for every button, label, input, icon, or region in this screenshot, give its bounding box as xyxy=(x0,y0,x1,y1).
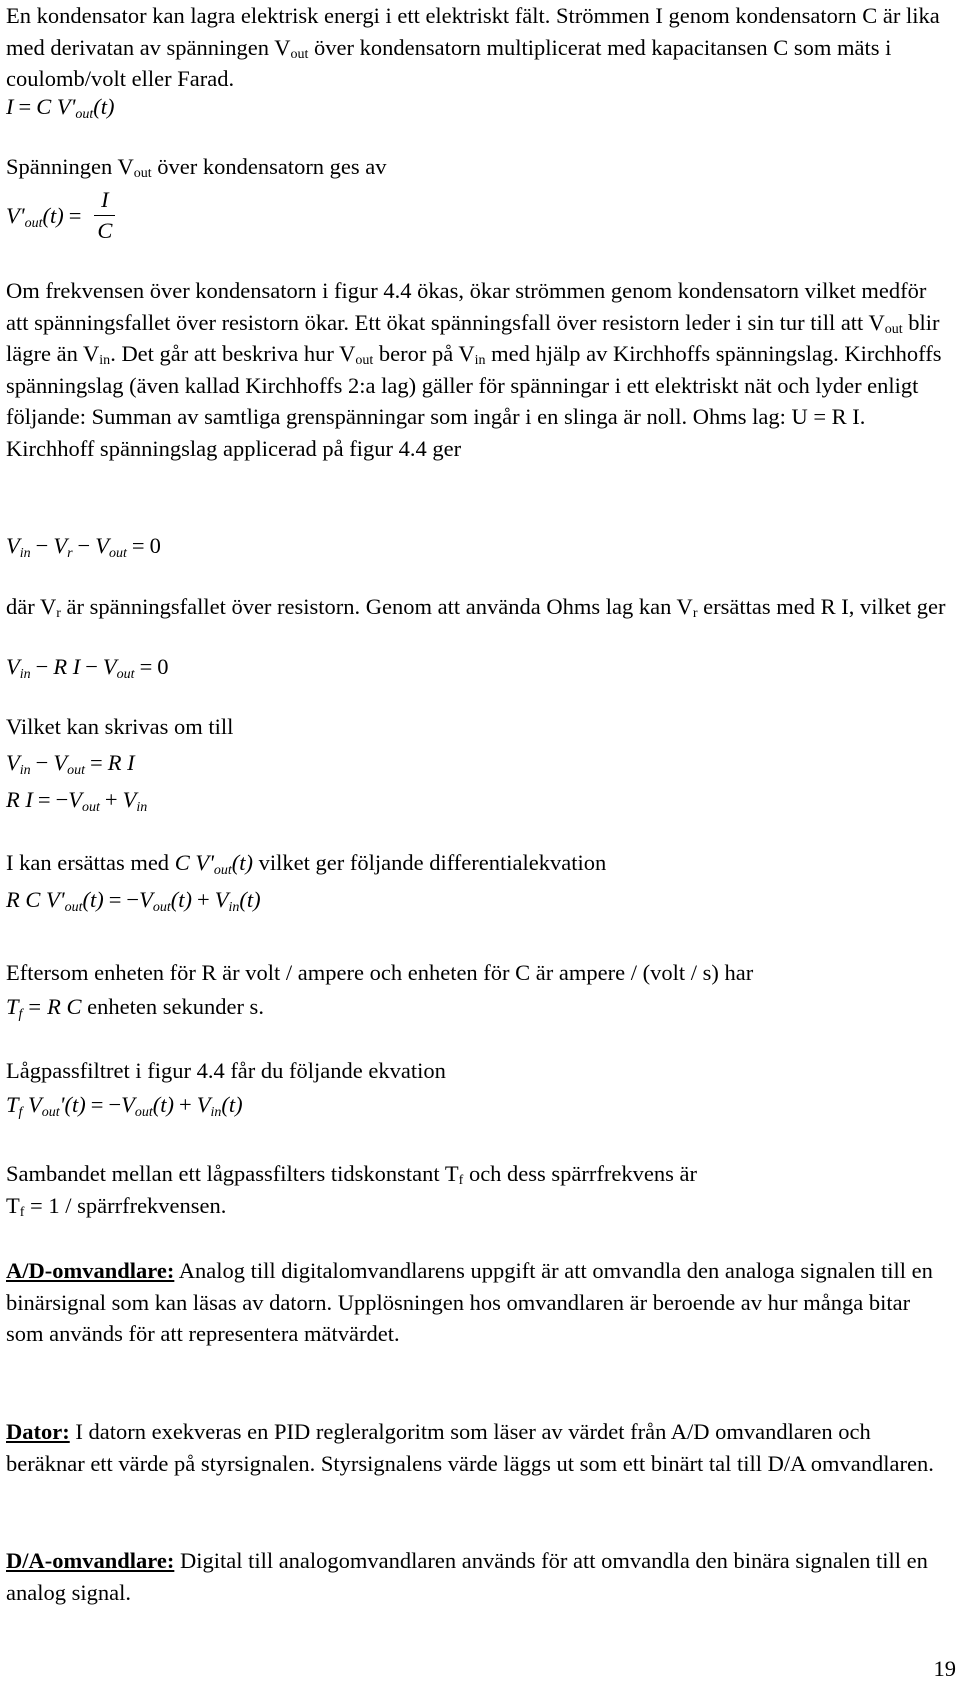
da-term: D/A-omvandlare: xyxy=(6,1548,175,1573)
equation-rewrite-2: R I = −Vout + Vin xyxy=(6,787,148,815)
equation-vout-derivative: V'out(t) = $\frac{I}{C}$ xyxy=(6,185,115,246)
equation-rewrite-1: Vin − Vout = R I xyxy=(6,750,135,778)
page-number: 19 xyxy=(933,1656,956,1681)
replace-line: I kan ersättas med C V'out(t) vilket ger följande differentialekvation xyxy=(6,850,607,878)
units-line-1: Eftersom enheten för R är volt / ampere och enheten för C är ampere / (volt / s) har xyxy=(6,960,754,985)
intro-text-2: över kondensatorn multiplicerat med kapacitansen C som mäts i coulomb/volt eller Farad. xyxy=(6,34,892,91)
subscript: out xyxy=(290,46,309,62)
time-constant-paragraph: Sambandet mellan ett lågpassfilters tidskonstant $T_f$ och dess spärrfrekvens är $T_f = 1$ / spärrfrekvensen. xyxy=(6,1161,697,1220)
equation-kirchhoff: Vin − Vr − Vout = 0 xyxy=(6,533,161,561)
vout-intro-line: Spänningen $V_{out}$ över kondensatorn ges av xyxy=(6,154,387,181)
ad-term: A/D-omvandlare: xyxy=(6,1258,175,1283)
equation-ohm-substituted: Vin − R I − Vout = 0 xyxy=(6,654,169,682)
units-line-2: Tf = R C enheten sekunder s. xyxy=(6,994,264,1022)
intro-paragraph xyxy=(6,0,948,95)
da-converter-paragraph: D/A-omvandlare: Digital till analogomvandlaren används för att omvandla den binära signalen till en analog signal. xyxy=(6,1548,928,1605)
intro-text: En kondensator kan lagra elektrisk energi i ett elektriskt fält. Strömmen I genom kondensatorn C är lika med derivatan av spänningen V xyxy=(6,3,940,60)
fraction: $\frac{I}{C}$ xyxy=(94,185,115,246)
ad-converter-paragraph: A/D-omvandlare: Analog till digitalomvandlarens uppgift är att omvandla den analoga signalen till en binärsignal som kan läsas av datorn. Upplösningen hos omvandlaren är beroende av hur många bitar som används för att representera mätvärdet. xyxy=(6,1258,933,1346)
vr-paragraph: där $V_r$ är spänningsfallet över resistorn. Genom att använda Ohms lag kan $V_r$ ersättas med R I, vilket ger xyxy=(6,594,946,621)
rewrite-line: Vilket kan skrivas om till xyxy=(6,714,234,739)
equation-capacitor-current: I = C V'out(t) xyxy=(6,94,115,122)
equation-differential: R C V'out(t) = −Vout(t) + Vin(t) xyxy=(6,887,261,915)
computer-paragraph: Dator: I datorn exekveras en PID regleralgoritm som läser av värdet från A/D omvandlaren och beräknar ett värde på styrsignalen. Styrsignalens värde läggs ut som ett binärt tal till D/A omvandlaren. xyxy=(6,1419,934,1476)
lowpass-line: Lågpassfiltret i figur 4.4 får du följande ekvation xyxy=(6,1058,446,1083)
equation-lowpass: Tf Vout'(t) = −Vout(t) + Vin(t) xyxy=(6,1092,243,1120)
dator-term: Dator: xyxy=(6,1419,70,1444)
kirchhoff-paragraph: Om frekvensen över kondensatorn i figur 4.4 ökas, ökar strömmen genom kondensatorn vilket medför att spänningsfallet över resistorn ökar. Ett ökat spänningsfall över resistorn leder i sin tur till att $V_{out}$ blir lägre än $V_{in}$. Det går att beskriva hur $V_{out}$ beror på $V_{in}$ med hjälp av Kirchhoffs spänningslag. Kirchhoffs spänningslag (även kallad Kirchhoffs 2:a lag) gäller för spänningar i ett elektriskt nät och lyder enligt följande: Summan av samtliga grenspänningar som ingår i en slinga är noll. Ohms lag: U = R I. Kirchhoff spänningslag applicerad på figur 4.4 ger xyxy=(6,278,942,461)
